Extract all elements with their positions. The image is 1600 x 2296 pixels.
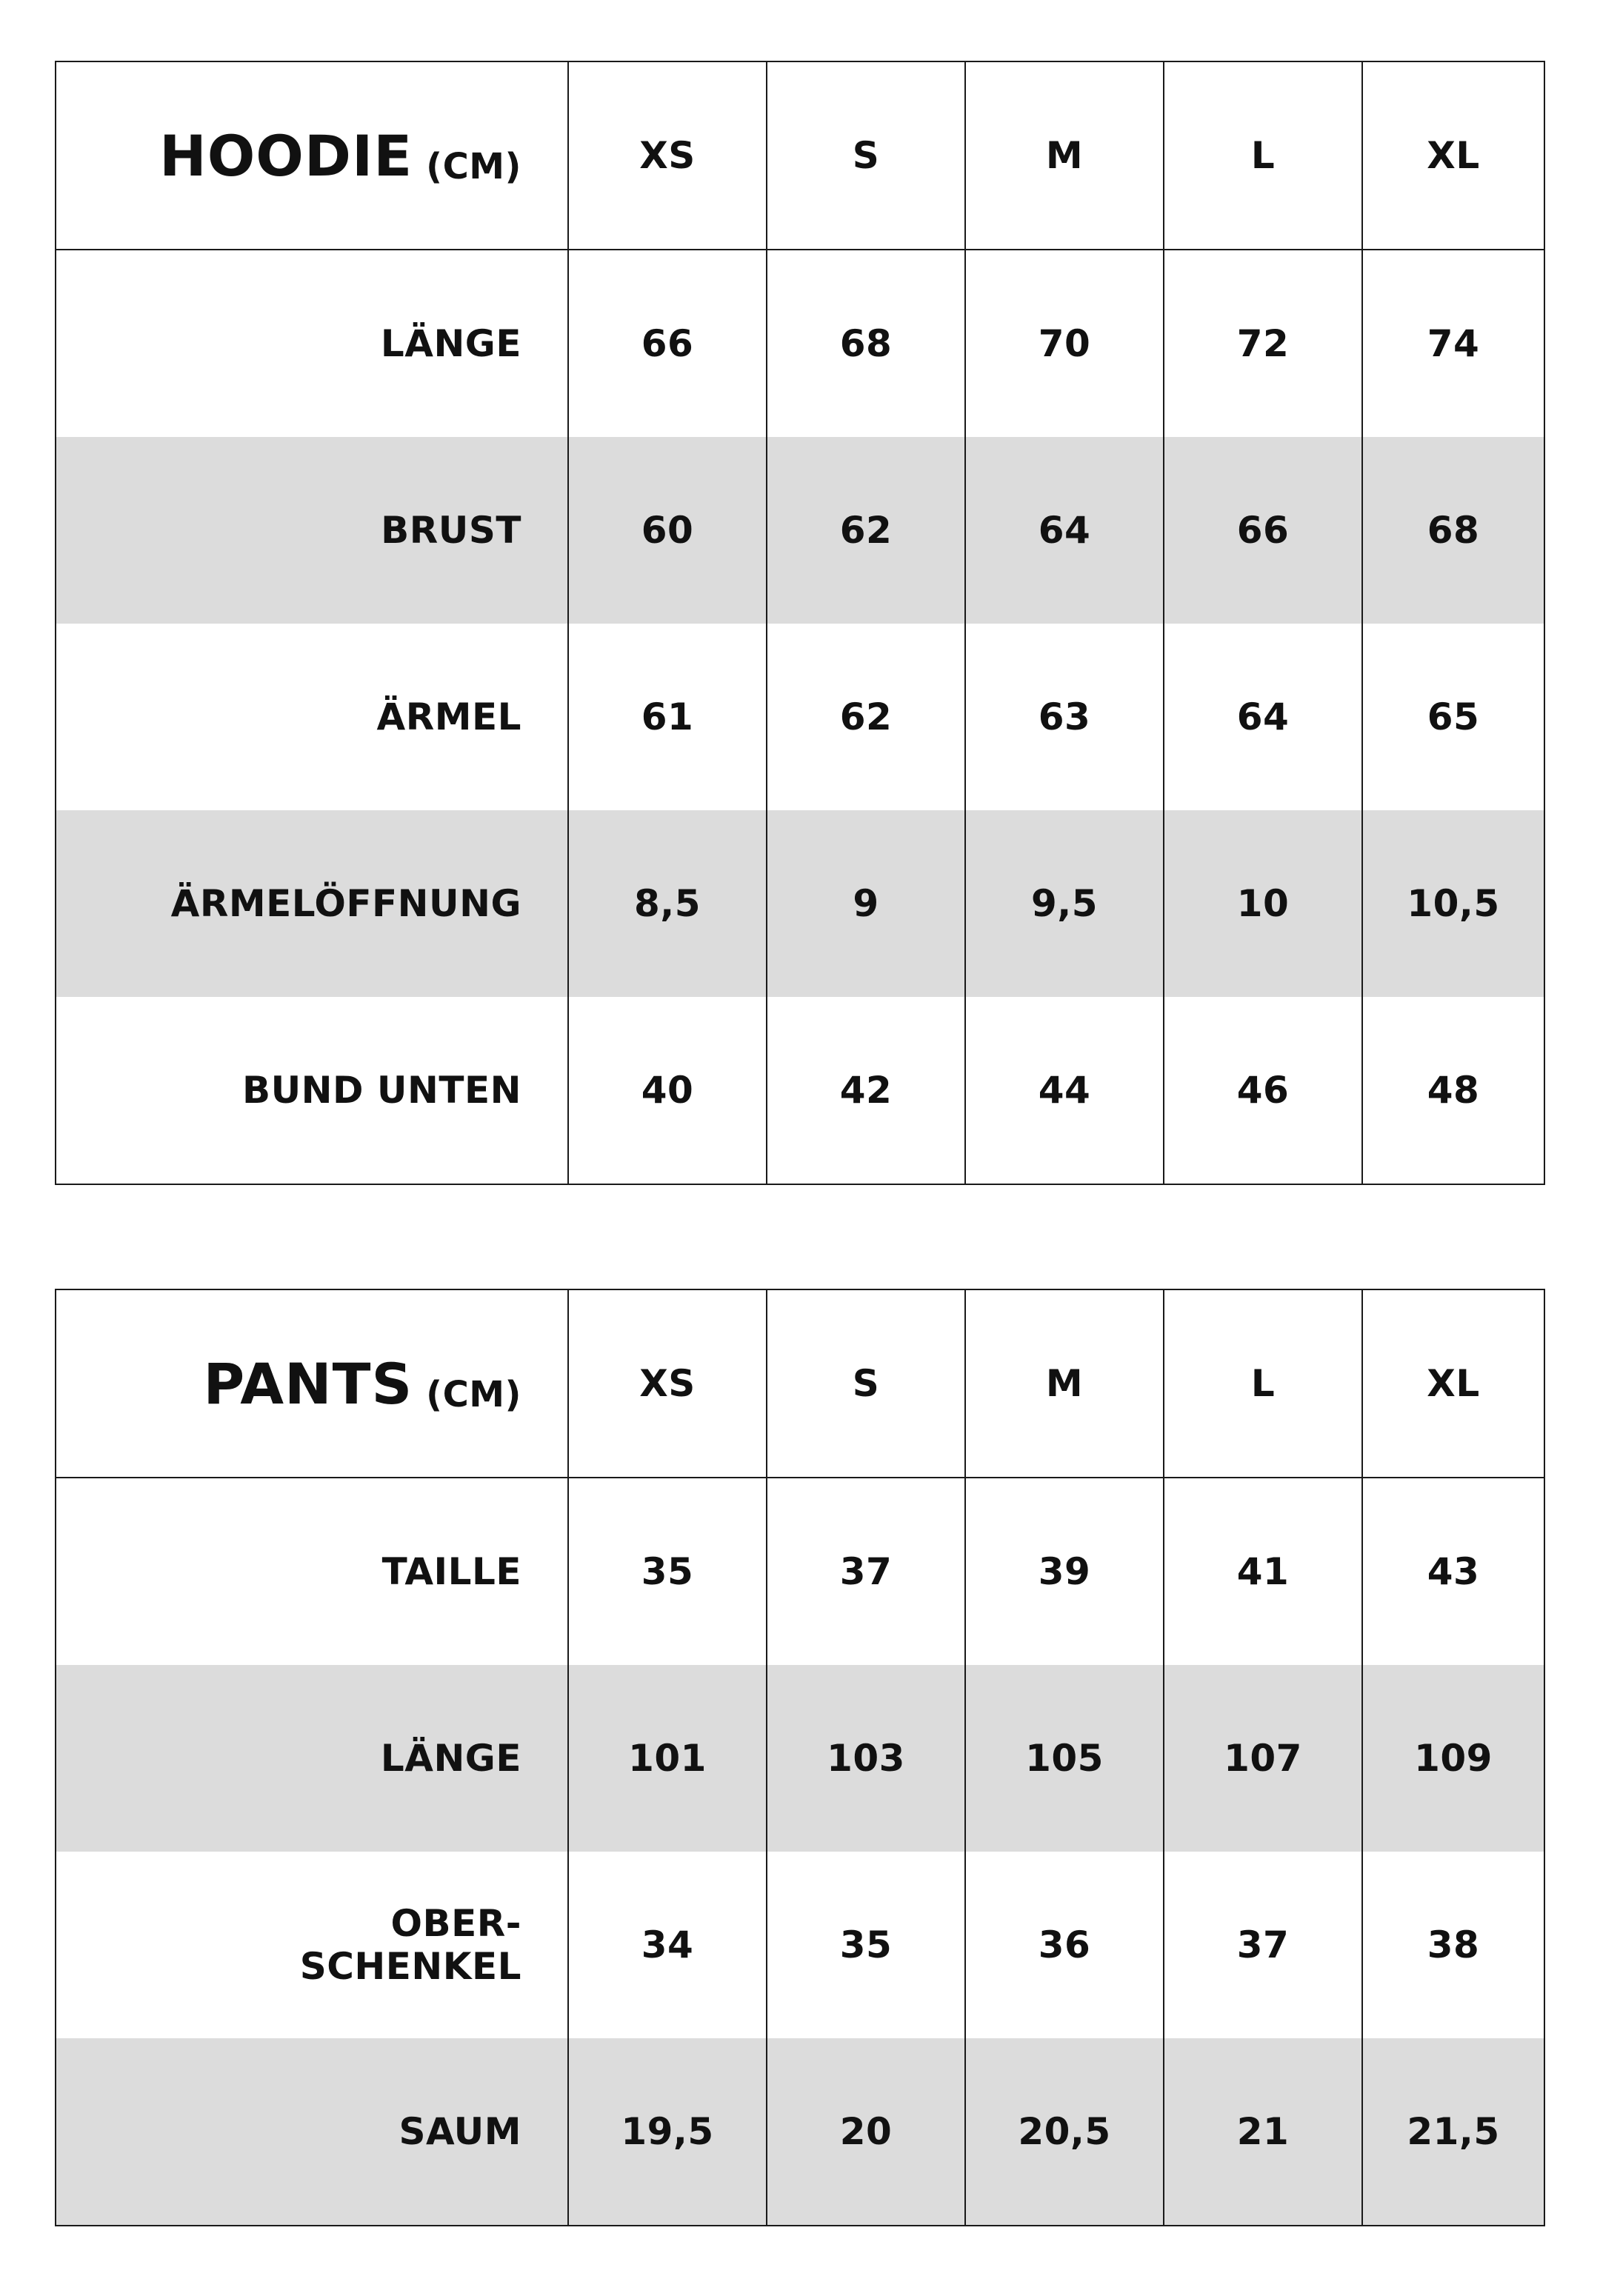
hoodie-size-table [55, 61, 1545, 1185]
row-label-line: OBER- [390, 1902, 521, 1945]
table-cell: 109 [1362, 1665, 1544, 1852]
size-header-l: L [1164, 1289, 1362, 1478]
size-header-xl: XL [1362, 1289, 1544, 1478]
table-cell: 48 [1362, 997, 1544, 1184]
table-cell: 42 [767, 997, 965, 1184]
table-cell: 107 [1164, 1665, 1362, 1852]
table-cell: 64 [1164, 624, 1362, 810]
table-cell: 8,5 [568, 810, 767, 997]
hoodie-row-aermel [56, 624, 1544, 810]
pants-row-taille [56, 1478, 1544, 1665]
table-cell: 37 [767, 1478, 965, 1665]
table-cell: 9 [767, 810, 965, 997]
table-cell: 9,5 [965, 810, 1164, 997]
hoodie-header-row [56, 61, 1544, 250]
size-header-xs: XS [568, 61, 767, 250]
row-label: ÄRMELÖFFNUNG [56, 810, 568, 997]
pants-row-oberschenkel [56, 1852, 1544, 2038]
table-cell: 68 [1362, 437, 1544, 624]
table-cell: 20,5 [965, 2038, 1164, 2226]
table-cell: 40 [568, 997, 767, 1184]
row-label [56, 1852, 568, 2038]
table-cell: 37 [1164, 1852, 1362, 2038]
table-cell: 72 [1164, 250, 1362, 437]
size-header-s: S [767, 1289, 965, 1478]
table-cell: 62 [767, 624, 965, 810]
table-cell: 60 [568, 437, 767, 624]
table-cell: 101 [568, 1665, 767, 1852]
table-cell: 44 [965, 997, 1164, 1184]
row-label: SAUM [56, 2038, 568, 2226]
table-cell: 62 [767, 437, 965, 624]
table-cell: 66 [1164, 437, 1362, 624]
table-cell: 39 [965, 1478, 1164, 1665]
table-cell: 46 [1164, 997, 1362, 1184]
row-label: BRUST [56, 437, 568, 624]
pants-title: PANTS [203, 1350, 413, 1417]
pants-title-cell [56, 1289, 568, 1478]
size-header-s: S [767, 61, 965, 250]
table-cell: 63 [965, 624, 1164, 810]
table-cell: 21,5 [1362, 2038, 1544, 2226]
row-label: BUND UNTEN [56, 997, 568, 1184]
row-label: LÄNGE [56, 1665, 568, 1852]
pants-row-laenge [56, 1665, 1544, 1852]
size-header-xs: XS [568, 1289, 767, 1478]
table-cell: 74 [1362, 250, 1544, 437]
table-cell: 105 [965, 1665, 1164, 1852]
table-cell: 34 [568, 1852, 767, 2038]
table-cell: 41 [1164, 1478, 1362, 1665]
table-cell: 38 [1362, 1852, 1544, 2038]
table-cell: 103 [767, 1665, 965, 1852]
table-cell: 35 [568, 1478, 767, 1665]
hoodie-title: HOODIE [159, 122, 413, 189]
table-cell: 21 [1164, 2038, 1362, 2226]
table-cell: 20 [767, 2038, 965, 2226]
table-cell: 10,5 [1362, 810, 1544, 997]
table-cell: 19,5 [568, 2038, 767, 2226]
row-label-line: SCHENKEL [299, 1945, 521, 1988]
table-cell: 35 [767, 1852, 965, 2038]
table-cell: 66 [568, 250, 767, 437]
table-cell: 70 [965, 250, 1164, 437]
pants-row-saum [56, 2038, 1544, 2226]
row-label: LÄNGE [56, 250, 568, 437]
hoodie-row-brust [56, 437, 1544, 624]
table-cell: 36 [965, 1852, 1164, 2038]
size-header-xl: XL [1362, 61, 1544, 250]
size-header-m: M [965, 1289, 1164, 1478]
hoodie-row-aermeloeffnung [56, 810, 1544, 997]
table-cell: 64 [965, 437, 1164, 624]
hoodie-row-laenge [56, 250, 1544, 437]
hoodie-row-bund-unten [56, 997, 1544, 1184]
size-header-l: L [1164, 61, 1362, 250]
table-cell: 61 [568, 624, 767, 810]
row-label: ÄRMEL [56, 624, 568, 810]
row-label: TAILLE [56, 1478, 568, 1665]
table-cell: 65 [1362, 624, 1544, 810]
hoodie-title-cell [56, 61, 568, 250]
size-header-m: M [965, 61, 1164, 250]
table-cell: 43 [1362, 1478, 1544, 1665]
pants-unit: (CM) [426, 1373, 521, 1415]
hoodie-unit: (CM) [426, 145, 521, 187]
table-cell: 68 [767, 250, 965, 437]
pants-size-table [55, 1289, 1545, 2226]
pants-header-row [56, 1289, 1544, 1478]
table-cell: 10 [1164, 810, 1362, 997]
